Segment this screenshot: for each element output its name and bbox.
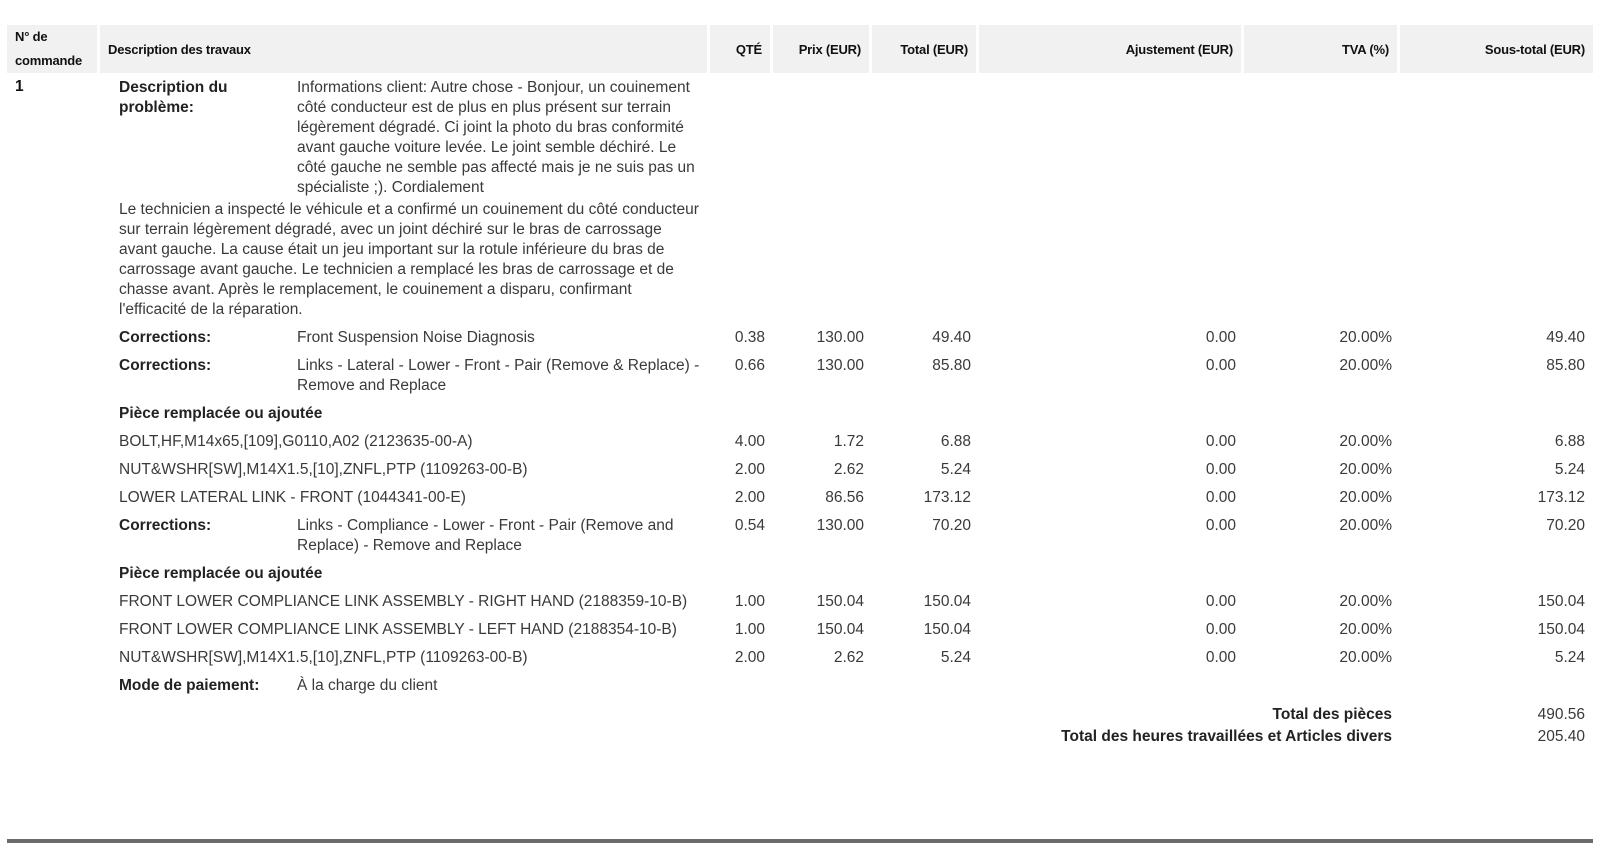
- cell-vat: 20.00%: [1339, 517, 1392, 534]
- table-row: [7, 512, 1593, 560]
- table-row: [7, 588, 1593, 616]
- cell-price: 150.04: [816, 593, 864, 610]
- problem-label: Description du problème:: [119, 79, 228, 116]
- cell-total: 70.20: [932, 517, 971, 534]
- cell-subtotal: 5.24: [1554, 461, 1585, 478]
- cell-price: 86.56: [825, 489, 864, 506]
- totals-labor-value: 205.40: [1537, 728, 1585, 745]
- part-description: NUT&WSHR[SW],M14X1.5,[10],ZNFL,PTP (1109263-00-B): [119, 649, 528, 666]
- cell-total: 173.12: [923, 489, 971, 506]
- cell-qty: 1.00: [734, 593, 765, 610]
- table-row: [7, 616, 1593, 644]
- payment-method: [119, 676, 702, 696]
- cell-price: 130.00: [816, 329, 864, 346]
- section-heading: Pièce remplacée ou ajoutée: [119, 565, 323, 582]
- cell-qty: 0.54: [734, 517, 765, 534]
- cell-price: 130.00: [816, 517, 864, 534]
- cell-total: 85.80: [932, 357, 971, 374]
- cell-adj: 0.00: [1205, 649, 1236, 666]
- header-subtotal: Sous-total (EUR): [1400, 25, 1593, 73]
- technician-report: Le technicien a inspecté le véhicule et a confirmé un couinement du côté conducteur sur terrain légèrement dégradé, avec un joint déchiré sur le bras de carrossage avant gauche. La cause était un jeu important sur la rotule inférieure du bras de carrossage avant gauche. Le technicien a remplacé les bras de carrossage et de chasse avant. Après le remplacement, le couinement a disparu, confirmant l'efficacité de la réparation.: [119, 201, 699, 318]
- correction-label: Corrections:: [119, 517, 212, 534]
- problem-row: [7, 73, 1593, 324]
- cell-subtotal: 5.24: [1554, 649, 1585, 666]
- cell-vat: 20.00%: [1339, 433, 1392, 450]
- table-row: [7, 456, 1593, 484]
- cell-subtotal: 6.88: [1554, 433, 1585, 450]
- cell-subtotal: 70.20: [1546, 517, 1585, 534]
- header-price: Prix (EUR): [773, 25, 872, 73]
- payment-row: [7, 672, 1593, 700]
- totals-body: [7, 700, 1593, 748]
- header-qty: QTÉ: [710, 25, 773, 73]
- header-adjustment: Ajustement (EUR): [979, 25, 1244, 73]
- cell-adj: 0.00: [1205, 433, 1236, 450]
- problem-description: [119, 78, 702, 198]
- totals-parts-label: Total des pièces: [1272, 706, 1392, 723]
- cell-vat: 20.00%: [1339, 621, 1392, 638]
- correction-label: Corrections:: [119, 357, 212, 374]
- payment-label: Mode de paiement:: [119, 677, 260, 694]
- cell-vat: 20.00%: [1339, 461, 1392, 478]
- cell-adj: 0.00: [1205, 621, 1236, 638]
- cell-adj: 0.00: [1205, 593, 1236, 610]
- part-description: NUT&WSHR[SW],M14X1.5,[10],ZNFL,PTP (1109263-00-B): [119, 461, 528, 478]
- cell-qty: 4.00: [734, 433, 765, 450]
- cell-total: 49.40: [932, 329, 971, 346]
- bottom-divider: [7, 839, 1593, 843]
- section-row: [7, 400, 1593, 428]
- cell-qty: 0.38: [734, 329, 765, 346]
- header-order-no: N° de commande: [7, 25, 100, 73]
- totals-row-parts: [7, 700, 1593, 726]
- correction-item: [119, 516, 702, 556]
- cell-vat: 20.00%: [1339, 593, 1392, 610]
- correction-item: [119, 328, 702, 348]
- table-header: [7, 25, 1593, 73]
- section-heading: Pièce remplacée ou ajoutée: [119, 405, 323, 422]
- table-row: [7, 484, 1593, 512]
- cell-adj: 0.00: [1205, 489, 1236, 506]
- table-body: [7, 73, 1593, 700]
- cell-vat: 20.00%: [1339, 357, 1392, 374]
- correction-text: Links - Lateral - Lower - Front - Pair (Remove & Replace) - Remove and Replace: [297, 357, 700, 394]
- cell-vat: 20.00%: [1339, 489, 1392, 506]
- order-number: 1: [15, 78, 24, 95]
- cell-qty: 1.00: [734, 621, 765, 638]
- cell-total: 5.24: [940, 649, 971, 666]
- cell-vat: 20.00%: [1339, 329, 1392, 346]
- table-row: [7, 324, 1593, 352]
- cell-adj: 0.00: [1205, 357, 1236, 374]
- part-description: BOLT,HF,M14x65,[109],G0110,A02 (2123635-00-A): [119, 433, 473, 450]
- totals-labor-label: Total des heures travaillées et Articles divers: [1061, 728, 1392, 745]
- table-row: [7, 428, 1593, 456]
- cell-adj: 0.00: [1205, 517, 1236, 534]
- totals-parts-value: 490.56: [1537, 706, 1585, 723]
- cell-total: 5.24: [940, 461, 971, 478]
- payment-value: À la charge du client: [297, 677, 438, 694]
- part-description: FRONT LOWER COMPLIANCE LINK ASSEMBLY - LEFT HAND (2188354-10-B): [119, 621, 677, 638]
- cell-price: 2.62: [833, 461, 864, 478]
- cell-total: 150.04: [923, 593, 971, 610]
- cell-subtotal: 49.40: [1546, 329, 1585, 346]
- correction-item: [119, 356, 702, 396]
- cell-subtotal: 150.04: [1537, 621, 1585, 638]
- table-row: [7, 352, 1593, 400]
- part-description: FRONT LOWER COMPLIANCE LINK ASSEMBLY - RIGHT HAND (2188359-10-B): [119, 593, 688, 610]
- cell-vat: 20.00%: [1339, 649, 1392, 666]
- section-row: [7, 560, 1593, 588]
- correction-text: Front Suspension Noise Diagnosis: [297, 329, 535, 346]
- header-vat: TVA (%): [1244, 25, 1400, 73]
- cell-price: 150.04: [816, 621, 864, 638]
- correction-text: Links - Compliance - Lower - Front - Pair (Remove and Replace) - Remove and Replace: [297, 517, 674, 554]
- cell-adj: 0.00: [1205, 461, 1236, 478]
- header-total: Total (EUR): [872, 25, 979, 73]
- cell-subtotal: 173.12: [1537, 489, 1585, 506]
- cell-total: 6.88: [940, 433, 971, 450]
- cell-qty: 2.00: [734, 649, 765, 666]
- header-description: Description des travaux: [100, 25, 710, 73]
- cell-subtotal: 150.04: [1537, 593, 1585, 610]
- cell-qty: 2.00: [734, 461, 765, 478]
- work-order-table: [7, 25, 1593, 748]
- problem-text: Informations client: Autre chose - Bonjour, un couinement côté conducteur est de plus en plus présent sur terrain légèrement dégradé. Ci joint la photo du bras conformité avant gauche voiture levée. Le joint semble déchiré. Le côté gauche ne semble pas affecté mais je ne suis pas un spécialiste ;). Cordialement: [297, 79, 695, 196]
- correction-label: Corrections:: [119, 329, 212, 346]
- cell-subtotal: 85.80: [1546, 357, 1585, 374]
- cell-qty: 0.66: [734, 357, 765, 374]
- cell-price: 130.00: [816, 357, 864, 374]
- cell-price: 1.72: [833, 433, 864, 450]
- cell-adj: 0.00: [1205, 329, 1236, 346]
- totals-row-labor: [7, 726, 1593, 748]
- cell-total: 150.04: [923, 621, 971, 638]
- cell-qty: 2.00: [734, 489, 765, 506]
- table-row: [7, 644, 1593, 672]
- cell-price: 2.62: [833, 649, 864, 666]
- part-description: LOWER LATERAL LINK - FRONT (1044341-00-E): [119, 489, 466, 506]
